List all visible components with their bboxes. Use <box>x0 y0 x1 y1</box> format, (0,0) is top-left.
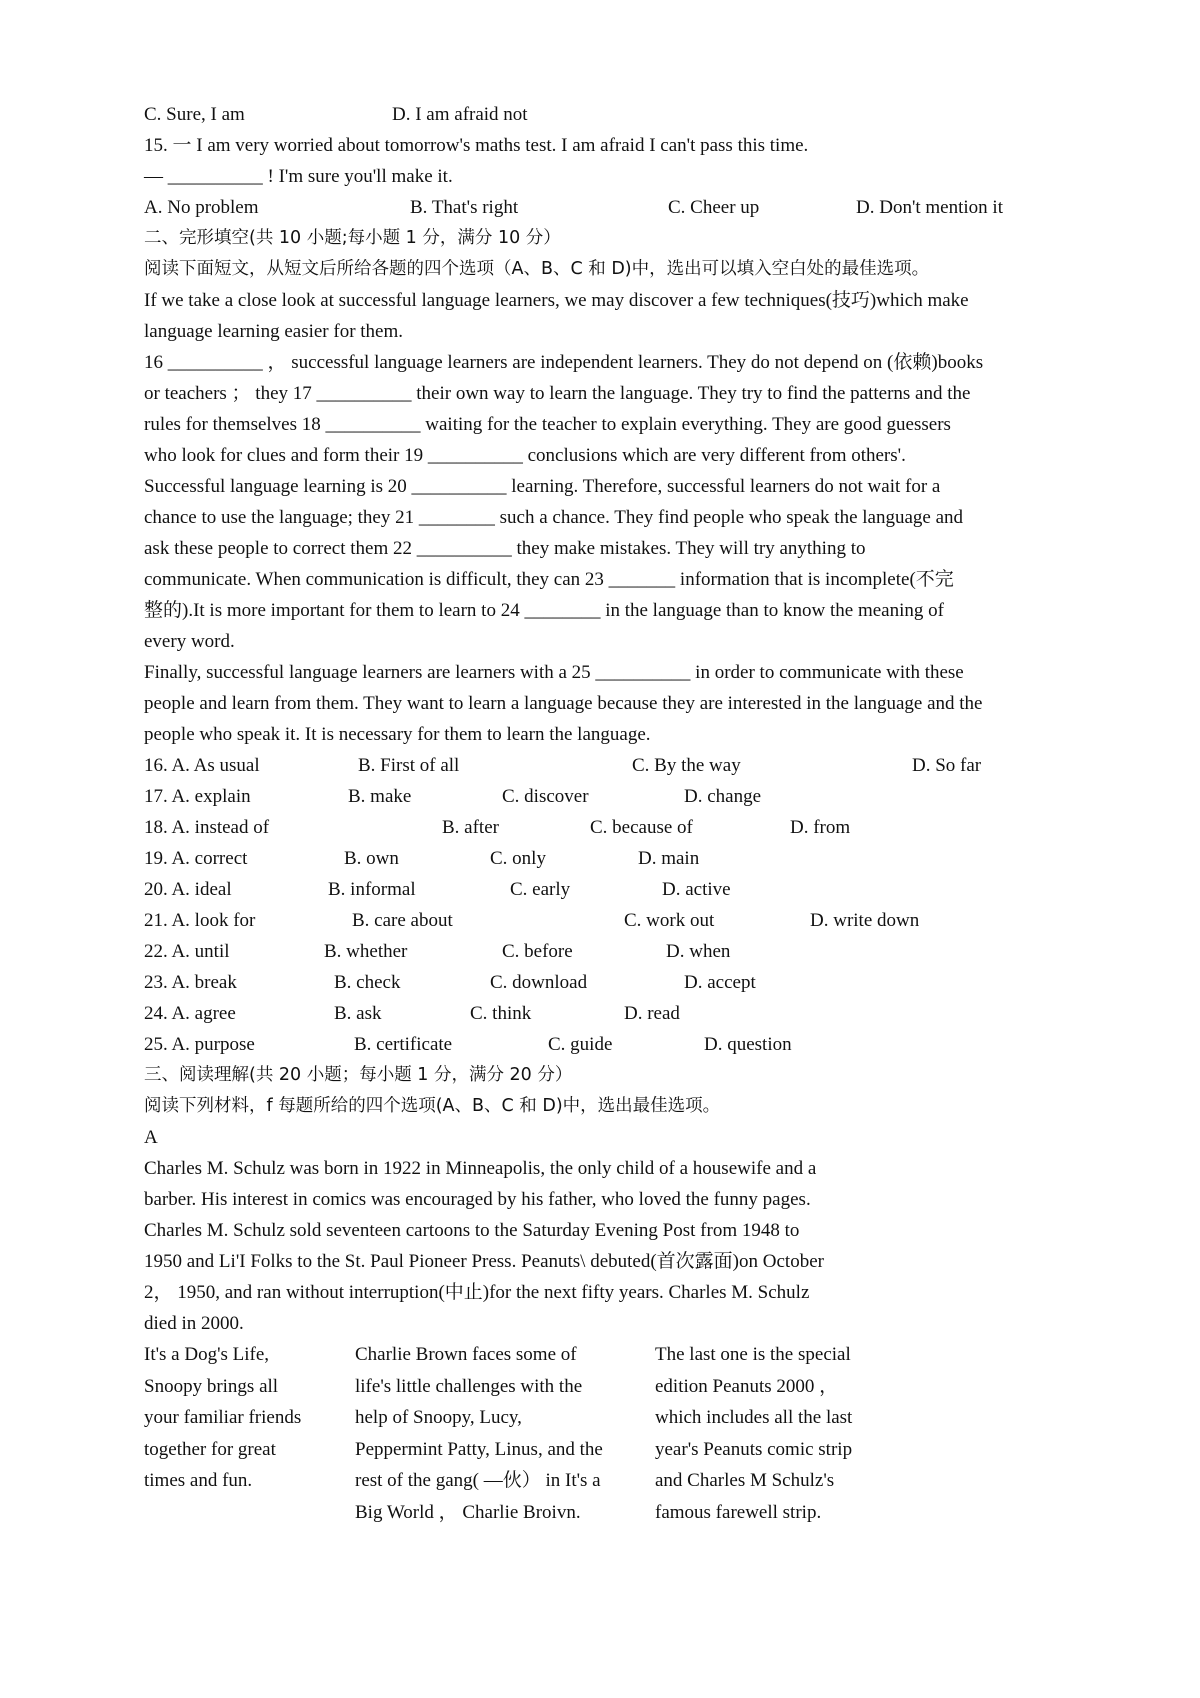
option-d: D. accept <box>684 972 756 993</box>
q15-reply: — __________ ! I'm sure you'll make it. <box>144 166 453 187</box>
book-column-3 <box>655 1339 852 1528</box>
option-a: 19. A. correct <box>144 848 248 869</box>
q15-option-c: C. Cheer up <box>668 197 760 218</box>
option-c: C. discover <box>502 786 589 807</box>
option-d: D. question <box>704 1034 792 1055</box>
column-line: life's little challenges with the <box>355 1375 583 1397</box>
option-c: C. think <box>470 1003 532 1024</box>
option-b: B. make <box>348 786 412 807</box>
option-a: 20. A. ideal <box>144 879 232 900</box>
column-line: and Charles M Schulz's <box>655 1470 835 1491</box>
cloze-line: people who speak it. It is necessary for them to learn the language. <box>144 724 651 745</box>
cloze-line: people and learn from them. They want to learn a language because they are interested in the language and the <box>144 693 983 714</box>
column-line: Charlie Brown faces some of <box>355 1344 577 1365</box>
section2-heading: 二、完形填空(共 10 小题;每小题 1 分，满分 10 分） <box>144 228 561 248</box>
option-b: B. certificate <box>354 1034 453 1055</box>
cloze-line: Finally, successful language learners are learners with a 25 __________ in order to communicate with these <box>144 662 964 683</box>
option-c: C. before <box>502 941 573 962</box>
reading-line: died in 2000. <box>144 1313 244 1334</box>
reading-line: Charles M. Schulz sold seventeen cartoons to the Saturday Evening Post from 1948 to <box>144 1220 800 1241</box>
column-line: famous farewell strip. <box>655 1501 822 1523</box>
q14-option-c: C. Sure, I am <box>144 104 245 125</box>
column-line: Peppermint Patty, Linus, and the <box>355 1438 603 1460</box>
reading-line: Charles M. Schulz was born in 1922 in Minneapolis, the only child of a housewife and a <box>144 1158 817 1179</box>
cloze-line: every word. <box>144 631 235 652</box>
option-a: 17. A. explain <box>144 786 251 807</box>
column-line: help of Snoopy, Lucy, <box>355 1407 522 1428</box>
q15-question: 15. 一 I am very worried about tomorrow's maths test. I am afraid I can't pass this time. <box>144 135 809 156</box>
option-a: 24. A. agree <box>144 1003 236 1024</box>
option-d: D. So far <box>912 755 982 776</box>
passage-label: A <box>144 1127 158 1148</box>
reading-line: 1950 and Li'I Folks to the St. Paul Pioneer Press. Peanuts\ debuted(首次露面)on October <box>144 1251 824 1272</box>
column-line: The last one is the special <box>655 1344 851 1365</box>
column-line: It's a Dog's Life, <box>144 1344 270 1365</box>
option-b: B. whether <box>324 941 408 962</box>
option-d: D. main <box>638 848 700 869</box>
column-line: your familiar friends <box>144 1407 302 1428</box>
cloze-line: 整的).It is more important for them to learn to 24 ________ in the language than to know the meaning of <box>144 600 944 621</box>
option-b: B. check <box>334 972 401 993</box>
option-d: D. active <box>662 879 731 900</box>
section3-instruction: 阅读下列材料，f 每题所给的四个选项(A、B、C 和 D)中，选出最佳选项。 <box>144 1096 721 1116</box>
reading-line: barber. His interest in comics was encouraged by his father, who loved the funny pages. <box>144 1189 811 1210</box>
option-b: B. care about <box>352 910 453 931</box>
option-d: D. change <box>684 786 762 807</box>
cloze-line: rules for themselves 18 __________ waiting for the teacher to explain everything. They are good guessers <box>144 414 951 435</box>
column-line: rest of the gang( —伙） in It's a <box>355 1470 601 1491</box>
option-b: B. own <box>344 848 399 869</box>
option-d: D. from <box>790 817 851 838</box>
column-line: edition Peanuts 2000 ， <box>655 1375 839 1397</box>
option-c: C. guide <box>548 1034 613 1055</box>
column-line: Big World ， Charlie Broivn. <box>355 1501 581 1523</box>
option-a: 18. A. instead of <box>144 817 270 838</box>
option-c: C. work out <box>624 910 715 931</box>
section3-heading: 三、阅读理解(共 20 小题；每小题 1 分，满分 20 分） <box>144 1065 573 1085</box>
column-line: Snoopy brings all <box>144 1375 279 1397</box>
cloze-line: Successful language learning is 20 __________ learning. Therefore, successful learners do not wait for a <box>144 476 941 497</box>
cloze-line: If we take a close look at successful language learners, we may discover a few techniques(技巧)which make <box>144 290 969 311</box>
option-c: C. download <box>490 972 588 993</box>
column-line: times and fun. <box>144 1470 253 1491</box>
option-c: C. early <box>510 879 571 900</box>
option-a: 23. A. break <box>144 972 237 993</box>
option-d: D. when <box>666 941 731 962</box>
q14-option-d: D. I am afraid not <box>392 104 528 125</box>
option-b: B. First of all <box>358 755 460 776</box>
option-c: C. because of <box>590 817 693 838</box>
option-a: 22. A. until <box>144 941 230 962</box>
book-column-1 <box>144 1339 301 1497</box>
q15-option-d: D. Don't mention it <box>856 197 1003 218</box>
option-a: 25. A. purpose <box>144 1034 255 1055</box>
cloze-line: language learning easier for them. <box>144 321 404 342</box>
cloze-line: who look for clues and form their 19 __________ conclusions which are very different from others'. <box>144 445 906 466</box>
reading-line: 2， 1950, and ran without interruption(中止)for the next fifty years. Charles M. Schulz <box>144 1282 810 1303</box>
book-column-2 <box>355 1339 603 1528</box>
q15-option-a: A. No problem <box>144 197 259 218</box>
cloze-line: ask these people to correct them 22 __________ they make mistakes. They will try anything to <box>144 538 866 559</box>
section2-instruction: 阅读下面短文，从短文后所给各题的四个选项（A、B、C 和 D)中，选出可以填入空白处的最佳选项。 <box>144 259 930 279</box>
option-a: 16. A. As usual <box>144 755 260 776</box>
option-b: B. ask <box>334 1003 382 1024</box>
cloze-line: communicate. When communication is difficult, they can 23 _______ information that is incomplete(不完 <box>144 569 954 590</box>
cloze-line: chance to use the language; they 21 ________ such a chance. They find people who speak the language and <box>144 507 964 528</box>
column-line: which includes all the last <box>655 1407 853 1428</box>
option-d: D. write down <box>810 910 920 931</box>
option-d: D. read <box>624 1003 680 1024</box>
column-line: year's Peanuts comic strip <box>655 1438 853 1460</box>
option-a: 21. A. look for <box>144 910 256 931</box>
option-c: C. only <box>490 848 546 869</box>
column-line: together for great <box>144 1438 276 1460</box>
option-b: B. informal <box>328 879 416 900</box>
cloze-line: 16 __________ ， successful language learners are independent learners. They do not depend on (依赖)books <box>144 352 984 373</box>
q15-option-b: B. That's right <box>410 197 519 218</box>
option-b: B. after <box>442 817 499 838</box>
cloze-line: or teachers ； they 17 __________ their own way to learn the language. They try to find the patterns and the <box>144 383 971 404</box>
option-c: C. By the way <box>632 755 741 776</box>
